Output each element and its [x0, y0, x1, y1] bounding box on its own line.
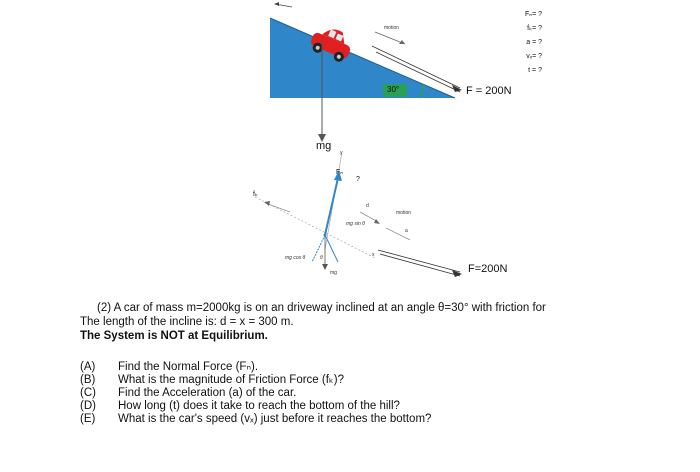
top-motion-label: motion — [384, 25, 400, 31]
question-text: What is the car's speed (vₓ) just before it reaches the bottom? — [118, 413, 432, 425]
unknown-friction-force: fₖ= ? — [527, 25, 542, 32]
question-text: What is the magnitude of Friction Force (fₖ)? — [118, 374, 345, 386]
normal-label: Fₙ — [336, 169, 344, 176]
question-c — [80, 387, 296, 400]
question-letter: (E) — [80, 413, 96, 425]
fbd-motion-label: motion — [396, 210, 412, 216]
question-d — [80, 400, 400, 413]
question-letter: (B) — [80, 374, 96, 386]
friction-arrow — [268, 204, 290, 212]
problem-line-3: The System is NOT at Equilibrium. — [80, 330, 268, 342]
fbd-weight-label: mg — [330, 270, 337, 276]
question-letter: (A) — [80, 361, 96, 373]
fbd-x-label: x — [372, 252, 375, 258]
top-force-label: F = 200N — [466, 85, 512, 97]
fbd-y-label: y — [340, 150, 343, 156]
fbd-sin-label: mg sin θ — [346, 221, 365, 227]
question-letter: (D) — [80, 400, 96, 412]
question-text: How long (t) does it take to reach the bottom of the hill? — [118, 400, 400, 412]
fbd-friction-label: fₖ — [253, 191, 258, 198]
question-letter: (C) — [80, 387, 96, 399]
fbd-d-label: d — [366, 203, 369, 209]
unknown-normal-force: Fₙ= ? — [525, 11, 542, 18]
incline-diagram — [0, 0, 700, 160]
question-b — [80, 374, 344, 387]
unknown-time: t = ? — [528, 67, 542, 74]
normal-force-arrow — [325, 178, 338, 235]
fbd-a-label: a — [405, 228, 408, 234]
question-a — [80, 361, 258, 374]
question-text: Find the Normal Force (Fₙ). — [118, 361, 259, 373]
question-e — [80, 413, 431, 426]
unknowns-list — [510, 8, 542, 78]
unknown-velocity: vₓ= ? — [526, 53, 542, 60]
fbd-normal-question: ? — [356, 176, 360, 183]
free-body-diagram — [0, 150, 700, 290]
problem-line-1: (2) A car of mass m=2000kg is on an driveway inclined at an angle θ=30° with friction for — [97, 302, 546, 314]
top-weight-label: mg — [316, 140, 332, 152]
problem-line-2: The length of the incline is: d = x = 300 m. — [80, 316, 294, 328]
fbd-normal-label — [336, 168, 343, 176]
unknown-acceleration: a = ? — [526, 39, 542, 46]
fbd-force-label: F=200N — [468, 263, 508, 275]
fbd-theta-label: θ — [320, 255, 323, 261]
angle-label: 30° — [387, 85, 400, 94]
fbd-cos-label: mg cos θ — [285, 255, 306, 261]
question-text: Find the Acceleration (a) of the car. — [118, 387, 297, 399]
